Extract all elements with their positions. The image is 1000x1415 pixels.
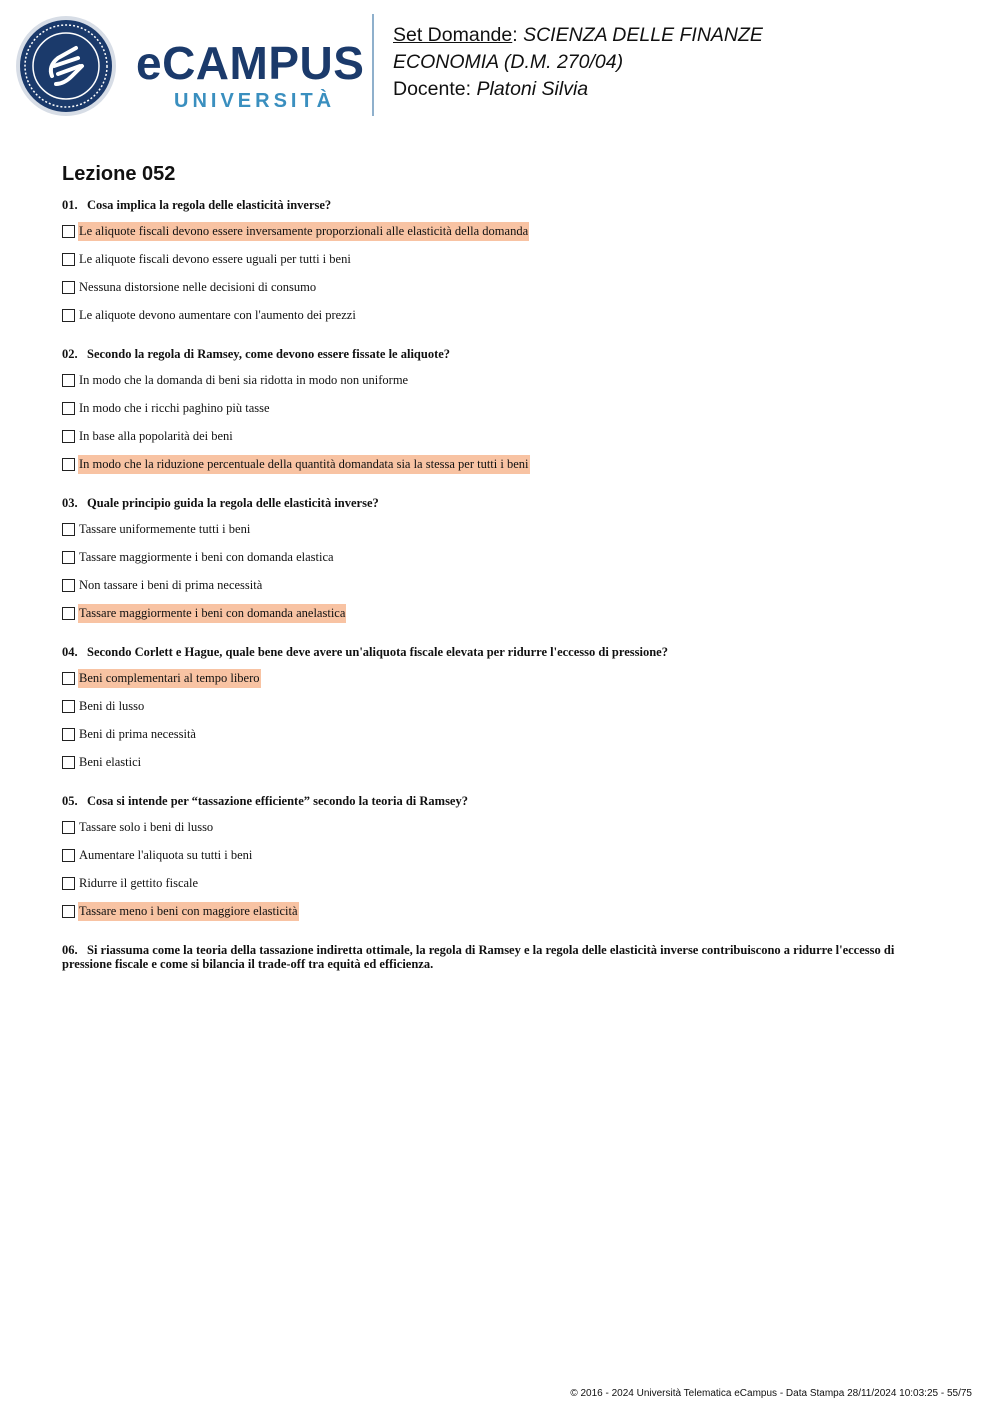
ecampus-logo xyxy=(14,14,365,118)
question-text xyxy=(62,943,912,971)
answer-label: Tassare uniformemente tutti i beni xyxy=(79,521,251,536)
set-label: Set Domande xyxy=(393,24,513,46)
question-5 xyxy=(62,794,912,921)
brand-wordmark: eCAMPUS xyxy=(136,37,365,89)
answer-checkbox[interactable] xyxy=(62,225,75,238)
answer-option[interactable] xyxy=(62,221,912,241)
question-number: 02. xyxy=(62,347,78,361)
answer-label: Aumentare l'aliquota su tutti i beni xyxy=(79,847,253,862)
teacher-line: Docente: Platoni Silvia xyxy=(393,78,589,100)
answer-label: Beni di prima necessità xyxy=(79,726,196,741)
answer-label: In modo che la domanda di beni sia ridotta in modo non uniforme xyxy=(79,372,409,387)
answer-option[interactable] xyxy=(62,277,912,297)
lesson-title: Lezione 052 xyxy=(62,163,176,185)
question-list xyxy=(62,198,912,993)
answer-option[interactable] xyxy=(62,845,912,865)
answer-label: Ridurre il gettito fiscale xyxy=(79,875,199,890)
course-name: ECONOMIA (D.M. 270/04) xyxy=(393,51,624,73)
answer-label: Beni di lusso xyxy=(79,698,145,713)
answer-checkbox[interactable] xyxy=(62,551,75,564)
header-divider xyxy=(372,14,374,116)
answer-label-highlighted: In modo che la riduzione percentuale della quantità domandata sia la stessa per tutti i beni xyxy=(78,455,530,474)
answer-checkbox[interactable] xyxy=(62,877,75,890)
question-prompt: Secondo la regola di Ramsey, come devono essere fissate le aliquote? xyxy=(87,347,451,361)
answer-option[interactable] xyxy=(62,249,912,269)
answer-option[interactable] xyxy=(62,817,912,837)
answer-checkbox[interactable] xyxy=(62,672,75,685)
answer-option[interactable] xyxy=(62,603,912,623)
answer-checkbox[interactable] xyxy=(62,281,75,294)
answer-label-highlighted: Le aliquote fiscali devono essere inversamente proporzionali alle elasticità della domanda xyxy=(78,222,529,241)
question-prompt: Quale principio guida la regola delle elasticità inverse? xyxy=(87,496,379,510)
header-info xyxy=(393,22,763,103)
question-prompt: Si riassuma come la teoria della tassazione indiretta ottimale, la regola di Ramsey e la regola delle elasticità inverse contribuiscono a ridurre l'eccesso di pressione fiscale e come si bilancia il trade-off tra equità ed efficienza. xyxy=(62,943,895,971)
answer-label-highlighted: Tassare meno i beni con maggiore elasticità xyxy=(78,902,299,921)
question-2 xyxy=(62,347,912,474)
answer-checkbox[interactable] xyxy=(62,309,75,322)
answer-checkbox[interactable] xyxy=(62,728,75,741)
answer-checkbox[interactable] xyxy=(62,607,75,620)
question-number: 04. xyxy=(62,645,78,659)
question-prompt: Cosa si intende per “tassazione efficiente” secondo la teoria di Ramsey? xyxy=(87,794,468,808)
answer-label-highlighted: Tassare maggiormente i beni con domanda anelastica xyxy=(78,604,346,623)
page-footer: © 2016 - 2024 Università Telematica eCampus - Data Stampa 28/11/2024 10:03:25 - 55/75 xyxy=(570,1388,972,1399)
question-number: 03. xyxy=(62,496,78,510)
answer-label: Tassare maggiormente i beni con domanda elastica xyxy=(79,549,334,564)
answer-checkbox[interactable] xyxy=(62,374,75,387)
answer-label-highlighted: Beni complementari al tempo libero xyxy=(78,669,261,688)
answer-option[interactable] xyxy=(62,426,912,446)
question-text xyxy=(62,496,912,510)
answer-option[interactable] xyxy=(62,724,912,744)
answer-label: Le aliquote devono aumentare con l'aumento dei prezzi xyxy=(79,307,356,322)
answer-option[interactable] xyxy=(62,752,912,772)
answer-checkbox[interactable] xyxy=(62,849,75,862)
question-text xyxy=(62,198,912,212)
answer-checkbox[interactable] xyxy=(62,430,75,443)
question-number: 06. xyxy=(62,943,78,957)
answer-option[interactable] xyxy=(62,668,912,688)
teacher-name: Platoni Silvia xyxy=(476,78,589,100)
university-seal-icon xyxy=(14,14,118,118)
question-6 xyxy=(62,943,912,971)
answer-label: In modo che i ricchi paghino più tasse xyxy=(79,400,270,415)
answer-label: Non tassare i beni di prima necessità xyxy=(79,577,263,592)
teacher-label: Docente xyxy=(393,78,466,100)
question-text xyxy=(62,794,912,808)
answer-checkbox[interactable] xyxy=(62,700,75,713)
answer-checkbox[interactable] xyxy=(62,821,75,834)
subject-name: SCIENZA DELLE FINANZE xyxy=(523,24,763,46)
answer-label: Tassare solo i beni di lusso xyxy=(79,819,214,834)
answer-label: Nessuna distorsione nelle decisioni di consumo xyxy=(79,279,317,294)
answer-label: Beni elastici xyxy=(79,754,142,769)
answer-option[interactable] xyxy=(62,547,912,567)
answer-checkbox[interactable] xyxy=(62,905,75,918)
answer-option[interactable] xyxy=(62,696,912,716)
answer-checkbox[interactable] xyxy=(62,253,75,266)
answer-checkbox[interactable] xyxy=(62,523,75,536)
answer-checkbox[interactable] xyxy=(62,756,75,769)
answer-option[interactable] xyxy=(62,305,912,325)
question-text xyxy=(62,645,912,659)
subject-line: Set Domande: SCIENZA DELLE FINANZE xyxy=(393,24,763,46)
question-text xyxy=(62,347,912,361)
answer-label: Le aliquote fiscali devono essere uguali per tutti i beni xyxy=(79,251,351,266)
answer-option[interactable] xyxy=(62,370,912,390)
answer-checkbox[interactable] xyxy=(62,458,75,471)
answer-option[interactable] xyxy=(62,454,912,474)
answer-option[interactable] xyxy=(62,398,912,418)
answer-option[interactable] xyxy=(62,873,912,893)
answer-checkbox[interactable] xyxy=(62,579,75,592)
question-1 xyxy=(62,198,912,325)
question-3 xyxy=(62,496,912,623)
answer-option[interactable] xyxy=(62,901,912,921)
brand-subtitle: UNIVERSITÀ xyxy=(174,90,336,112)
answer-option[interactable] xyxy=(62,575,912,595)
question-4 xyxy=(62,645,912,772)
answer-label: In base alla popolarità dei beni xyxy=(79,428,233,443)
answer-checkbox[interactable] xyxy=(62,402,75,415)
answer-option[interactable] xyxy=(62,519,912,539)
question-number: 05. xyxy=(62,794,78,808)
question-number: 01. xyxy=(62,198,78,212)
question-prompt: Secondo Corlett e Hague, quale bene deve avere un'aliquota fiscale elevata per ridurre l'eccesso di pressione? xyxy=(87,645,668,659)
question-prompt: Cosa implica la regola delle elasticità inverse? xyxy=(87,198,332,212)
